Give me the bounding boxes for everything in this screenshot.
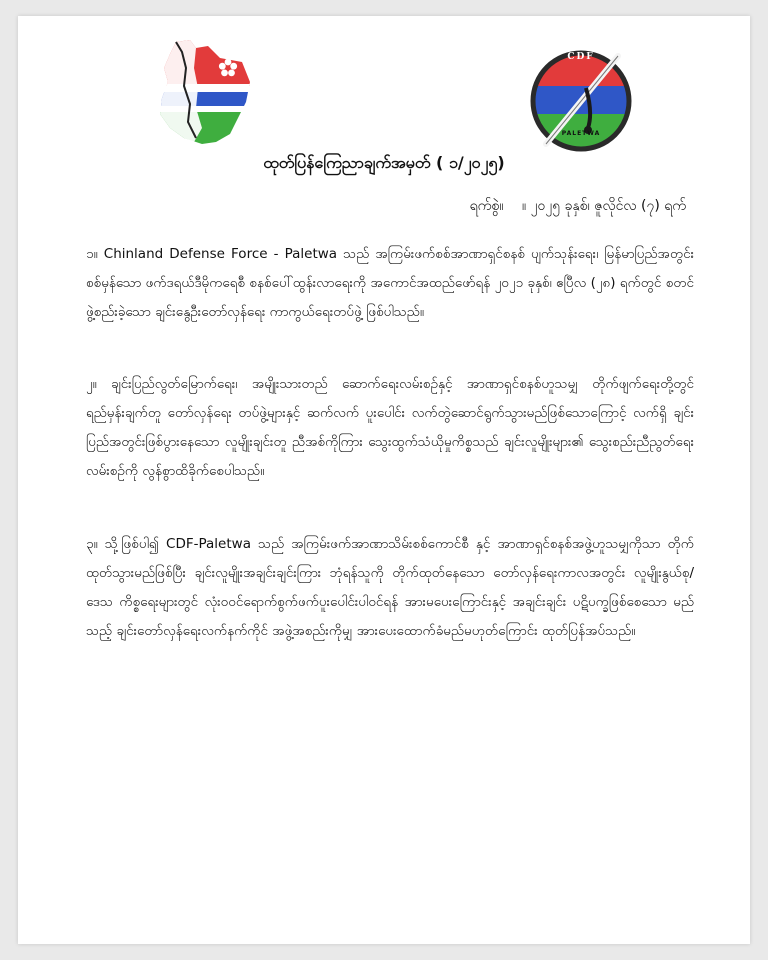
date-value: ။ ၂၀၂၅ ခုနှစ်၊ ဇူလိုင်လ (၇) ရက် [521,198,686,214]
cdf-paletwa-emblem [526,46,636,156]
paragraph-1: ၁။ Chinland Defense Force - Paletwa သည် အကြမ်းဖက်စစ်အာဏာရှင်စနစ် ပျက်သုန်းရေး၊ မြန်မာပြည်အတွင်း စစ်မှန်သော ဖက်ဒရယ်ဒီမိုကရေစီ စနစ်ပေါ်ထွန်းလာရေးကို အကောင်အထည်ဖော်ရန် ၂၀၂၁ ခုနှစ်၊ ဧပြီလ (၂၈) ရက်တွင် စတင်ဖွဲ့စည်းခဲ့သော ချင်းနွေဦးတော်လှန်ရေး ကာကွယ်ရေးတပ်ဖွဲ့ ဖြစ်ပါသည်။ [86,246,694,320]
document-page [18,16,750,944]
paragraph-3: ၃။ သို့ဖြစ်ပါ၍ CDF-Paletwa သည် အကြမ်းဖက်အာဏာသိမ်းစစ်ကောင်စီ နှင့် အာဏာရှင်စနစ်အဖွဲ့ဟူသမျှကိုသာ တိုက်ထုတ်သွားမည်ဖြစ်ပြီး ချင်းလူမျိုးအချင်းချင်းကြား ဘုံရန်သူကို တိုက်ထုတ်နေသော တော်လှန်ရေးကာလအတွင်း လူမျိုးနွယ်စု/ဒေသ ကိစ္စရေးများတွင် လုံးဝဝင်ရောက်စွက်ဖက်ပူးပေါင်းပါဝင်ရန် အားမပေးကြောင်းနှင့် အချင်းချင်း ပဋိပက္ခဖြစ်စေသော မည်သည့် ချင်းတော်လှန်ရေးလက်နက်ကိုင် အဖွဲ့အစည်းကိုမျှ အားပေးထောက်ခံမည်မဟုတ်ကြောင်း ထုတ်ပြန်အပ်သည်။ [86,536,694,639]
document-title: ထုတ်ပြန်ကြေညာချက်အမှတ် ( ၁/၂၀၂၅) [263,153,505,172]
emblem-bottom-text: PALETWA [561,130,601,137]
document-date [456,196,686,217]
emblem-ring-text: CDF [567,52,595,62]
chinland-map-logo [146,38,256,148]
date-label: ရက်စွဲ။ [469,198,504,214]
paragraph-2: ၂။ ချင်းပြည်လွတ်မြောက်ရေး၊ အမျိုးသားတည် ဆောက်ရေးလမ်းစဉ်နှင့် အာဏာရှင်စနစ်ဟူသမျှ တိုက်ဖျက်ရေးတို့တွင် ရည်မှန်းချက်တူ တော်လှန်ရေး တပ်ဖွဲ့များနှင့် ဆက်လက် ပူးပေါင်း လက်တွဲဆောင်ရွက်သွားမည်ဖြစ်သောကြောင့် လက်ရှိ ချင်းပြည်အတွင်းဖြစ်ပွားနေသော လူမျိုးချင်းတူ ညီအစ်ကိုကြား သွေးထွက်သံယိုမှုကိစ္စသည် ချင်းလူမျိုးများ၏ သွေးစည်းညီညွတ်ရေး လမ်းစဉ်ကို လွန်စွာထိခိုက်စေပါသည်။ [86,376,694,479]
